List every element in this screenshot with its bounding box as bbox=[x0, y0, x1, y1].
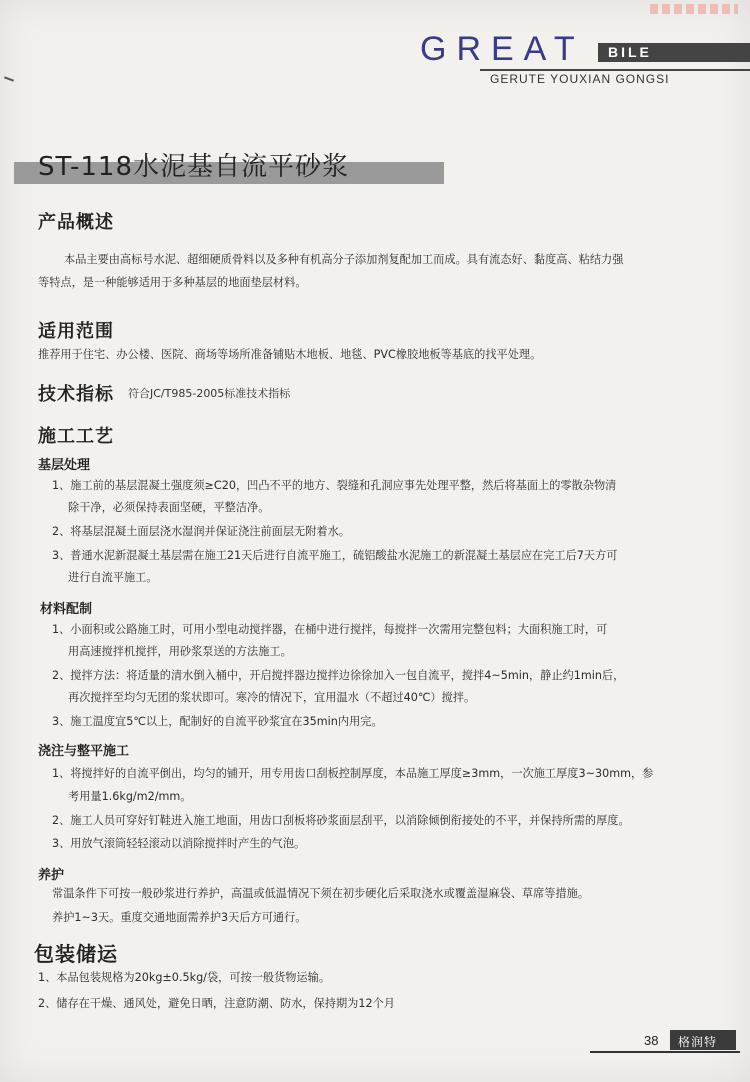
footer-rule bbox=[590, 1051, 740, 1053]
mix-line: 用高速搅拌机搅拌，用砂浆泵送的方法施工。 bbox=[68, 645, 292, 658]
section-heading-storage: 包装储运 bbox=[34, 942, 118, 966]
brand-tag-label: BILE bbox=[608, 44, 652, 60]
subheading-mix: 材料配制 bbox=[40, 602, 93, 617]
corner-decoration bbox=[650, 4, 738, 14]
pour-line: 2、施工人员可穿好钉鞋进入施工地面，用齿口刮板将砂浆面层刮平，以消除倾倒衔接处的不平，并保持所需的厚度。 bbox=[52, 814, 630, 827]
cure-line: 养护1~3天。重度交通地面需养护3天后方可通行。 bbox=[52, 911, 307, 924]
storage-line: 1、本品包装规格为20kg±0.5kg/袋，可按一般货物运输。 bbox=[38, 971, 331, 984]
base-line: 3、普通水泥新混凝土基层需在施工21天后进行自流平施工，硫铝酸盐水泥施工的新混凝土基层应在完工后7天方可 bbox=[52, 549, 618, 562]
base-line: 2、将基层混凝土面层浇水湿润并保证浇注前面层无附着水。 bbox=[52, 525, 350, 538]
mix-line: 1、小面积或公路施工时，可用小型电动搅拌器，在桶中进行搅拌，每搅拌一次需用完整包料；大面积施工时，可 bbox=[52, 623, 608, 636]
spec-note: 符合JC/T985-2005标准技术指标 bbox=[128, 387, 291, 400]
footer-brand-label: 格润特 bbox=[678, 1035, 718, 1049]
pour-line: 3、用放气滚筒轻轻滚动以消除搅拌时产生的气泡。 bbox=[52, 837, 306, 850]
section-heading-overview: 产品概述 bbox=[38, 212, 114, 233]
mix-line: 再次搅拌至均匀无团的浆状即可。寒冷的情况下，宜用温水（不超过40℃）搅拌。 bbox=[68, 691, 476, 704]
base-line: 进行自流平施工。 bbox=[68, 571, 158, 584]
cure-line: 常温条件下可按一般砂浆进行养护，高温或低温情况下须在初步硬化后采取浇水或覆盖湿麻袋、草席等措施。 bbox=[52, 887, 590, 900]
page-title: ST-118水泥基自流平砂浆 bbox=[38, 152, 350, 182]
overview-line: 本品主要由高标号水泥、超细硬质骨料以及多种有机高分子添加剂复配加工而成。具有流态好、黏度高、粘结力强 bbox=[64, 253, 624, 266]
pour-line: 考用量1.6kg/m2/mm。 bbox=[68, 790, 192, 803]
section-heading-spec: 技术指标 bbox=[38, 384, 114, 405]
section-heading-scope: 适用范围 bbox=[38, 321, 114, 342]
storage-line: 2、储存在干燥、通风处，避免日晒，注意防潮、防水，保持期为12个月 bbox=[38, 997, 395, 1010]
edge-mark bbox=[4, 76, 14, 81]
brand-rule bbox=[480, 69, 750, 71]
page-number: 38 bbox=[644, 1033, 659, 1048]
brand-logo-word: GREAT bbox=[420, 30, 585, 68]
scope-line: 推荐用于住宅、办公楼、医院、商场等场所准备铺贴木地板、地毯、PVC橡胶地板等基底的找平处理。 bbox=[38, 348, 542, 361]
subheading-cure: 养护 bbox=[38, 868, 65, 883]
brand-header bbox=[420, 30, 750, 90]
brand-tag bbox=[598, 43, 750, 62]
base-line: 1、施工前的基层混凝土强度须≥C20，凹凸不平的地方、裂缝和孔洞应事先处理平整，然后将基面上的零散杂物清 bbox=[52, 479, 617, 492]
subheading-base: 基层处理 bbox=[38, 458, 91, 473]
pour-line: 1、将搅拌好的自流平倒出，均匀的铺开，用专用齿口刮板控制厚度，本品施工厚度≥3mm，一次施工厚度3~30mm，参 bbox=[52, 767, 654, 780]
overview-line: 等特点，是一种能够适用于多种基层的地面垫层材料。 bbox=[38, 276, 307, 289]
mix-line: 2、搅拌方法：将适量的清水倒入桶中，开启搅拌器边搅拌边徐徐加入一包自流平，搅拌4~5min，静止约1min后， bbox=[52, 669, 625, 682]
brand-subtitle: GERUTE YOUXIAN GONGSI bbox=[490, 72, 670, 86]
mix-line: 3、施工温度宜5℃以上，配制好的自流平砂浆宜在35min内用完。 bbox=[52, 715, 383, 728]
footer-brand-tab bbox=[670, 1030, 736, 1050]
base-line: 除干净，必须保持表面坚硬，平整洁净。 bbox=[68, 501, 270, 514]
subheading-pour: 浇注与整平施工 bbox=[38, 744, 130, 759]
section-heading-process: 施工工艺 bbox=[38, 426, 114, 447]
